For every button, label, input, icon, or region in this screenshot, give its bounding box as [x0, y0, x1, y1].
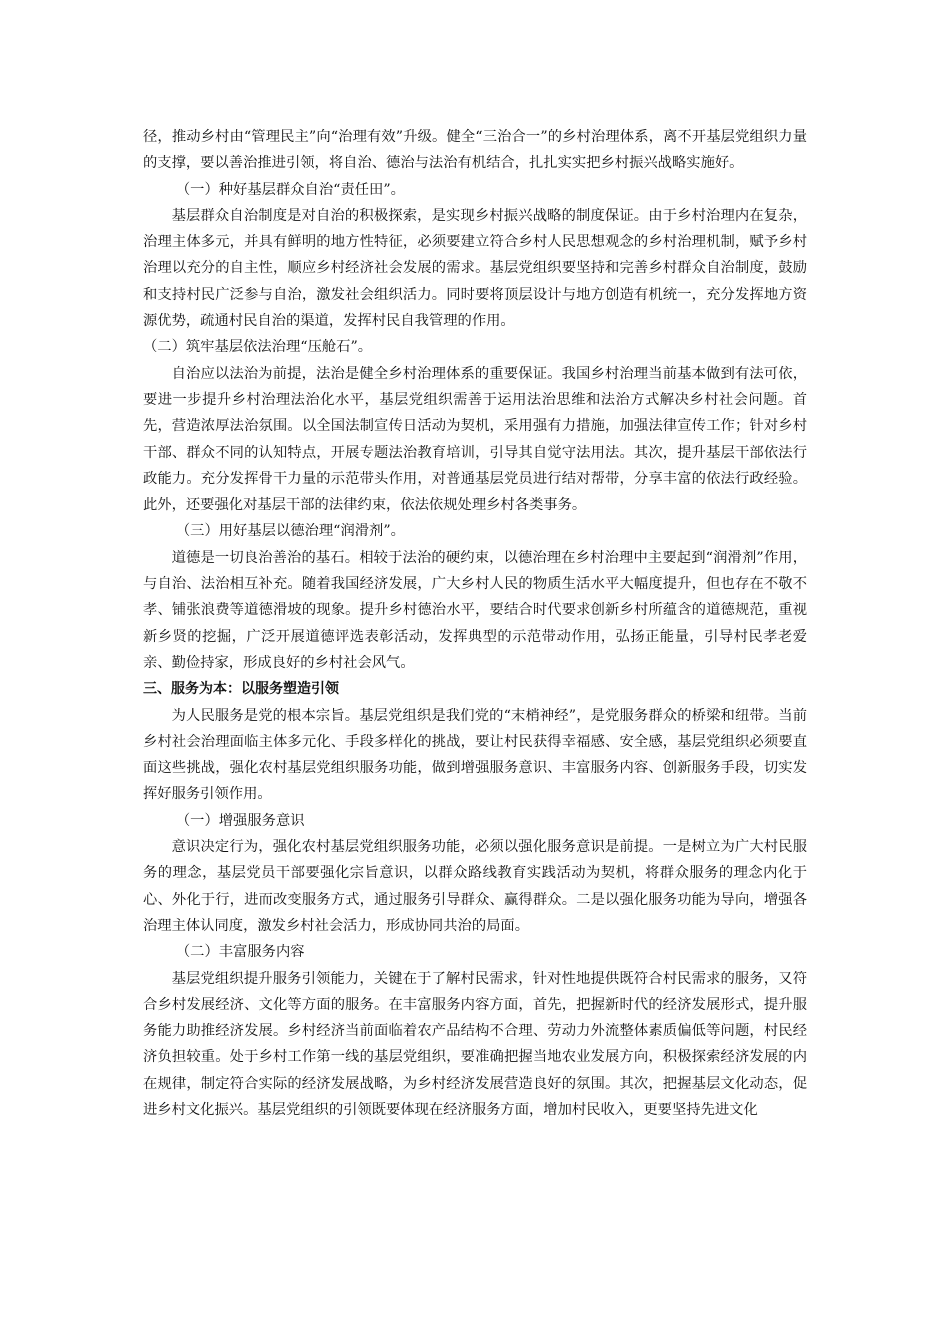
- section-heading-service: 三、服务为本：以服务塑造引领: [143, 681, 339, 698]
- paragraph-rule-of-law: 自治应以法治为前提，法治是健全乡村治理体系的重要保证。我国乡村治理当前基本做到有法可依，要进一步提升乡村治理法治化水平，基层党组织需善于运用法治思维和法治方式解决乡村社会问题。首先，营造浓厚法治氛围。以全国法制宣传日活动为契机，采用强有力措施，加强法律宣传工作；针对乡村干部、群众不同的认知特点，开展专题法治教育培训，引导其自觉守法用法。其次，提升基层干部依法行政能力。充分发挥骨干力量的示范带头作用，对普通基层党员进行结对帮带，分享丰富的依法行政经验。此外，还要强化对基层干部的法律约束，依法依规处理乡村各类事务。: [143, 365, 807, 514]
- subheading-self-governance: （一）种好基层群众自治“责任田”。: [175, 181, 405, 198]
- paragraph-self-governance: 基层群众自治制度是对自治的积极探索，是实现乡村振兴战略的制度保证。由于乡村治理内在复杂，治理主体多元，并具有鲜明的地方性特征，必须要建立符合乡村人民思想观念的乡村治理机制，赋予乡村治理以充分的自主性，顺应乡村经济社会发展的需求。基层党组织要坚持和完善乡村群众自治制度，鼓励和支持村民广泛参与自治，激发社会组织活力。同时要将顶层设计与地方创造有机统一，充分发挥地方资源优势，疏通村民自治的渠道，发挥村民自我管理的作用。: [143, 207, 807, 330]
- paragraph-service-awareness: 意识决定行为，强化农村基层党组织服务功能，必须以强化服务意识是前提。一是树立为广大村民服务的理念，基层党员干部要强化宗旨意识，以群众路线教育实践活动为契机，将群众服务的理念内化于心、外化于行，进而改变服务方式，通过服务引导群众、赢得群众。二是以强化服务功能为导向，增强各治理主体认同度，激发乡村社会活力，形成协同共治的局面。: [143, 839, 807, 934]
- subheading-rule-of-law: （二）筑牢基层依法治理“压舱石”。: [143, 339, 373, 356]
- subheading-service-content: （二）丰富服务内容: [175, 944, 305, 961]
- document-page: [143, 124, 807, 1123]
- paragraph-service-content: 基层党组织提升服务引领能力，关键在于了解村民需求，针对性地提供既符合村民需求的服务，又符合乡村发展经济、文化等方面的服务。在丰富服务内容方面，首先，把握新时代的经济发展形式，提升服务能力助推经济发展。乡村经济当前面临着农产品结构不合理、劳动力外流整体素质偏低等问题，村民经济负担较重。处于乡村工作第一线的基层党组织，要准确把握当地农业发展方向，积极探索经济发展的内在规律，制定符合实际的经济发展战略，为乡村经济发展营造良好的氛围。其次，把握基层文化动态，促进乡村文化振兴。基层党组织的引领既要体现在经济服务方面，增加村民收入，更要坚持先进文化: [143, 970, 807, 1118]
- paragraph-rule-of-virtue: 道德是一切良治善治的基石。相较于法治的硬约束，以德治理在乡村治理中主要起到“润滑剂”作用，与自治、法治相互补充。随着我国经济发展，广大乡村人民的物质生活水平大幅度提升，但也存在不敬不孝、铺张浪费等道德滑坡的现象。提升乡村德治水平，要结合时代要求创新乡村所蕴含的道德规范，重视新乡贤的挖掘，广泛开展道德评选表彰活动，发挥典型的示范带动作用，弘扬正能量，引导村民孝老爱亲、勤俭持家，形成良好的乡村社会风气。: [143, 549, 807, 671]
- paragraph-service-intro: 为人民服务是党的根本宗旨。基层党组织是我们党的“末梢神经”，是党服务群众的桥梁和纽带。当前乡村社会治理面临主体多元化、手段多样化的挑战，要让村民获得幸福感、安全感，基层党组织必须要直面这些挑战，强化农村基层党组织服务功能，做到增强服务意识、丰富服务内容、创新服务手段，切实发挥好服务引领作用。: [143, 707, 807, 803]
- subheading-rule-of-virtue: （三）用好基层以德治理“润滑剂”。: [175, 523, 405, 540]
- subheading-service-awareness: （一）增强服务意识: [175, 812, 305, 829]
- paragraph-intro: 径，推动乡村由“管理民主”向“治理有效”升级。健全“三治合一”的乡村治理体系，离不开基层党组织力量的支撑，要以善治推进引领，将自治、德治与法治有机结合，扎扎实实把乡村振兴战略实施好。: [143, 129, 807, 172]
